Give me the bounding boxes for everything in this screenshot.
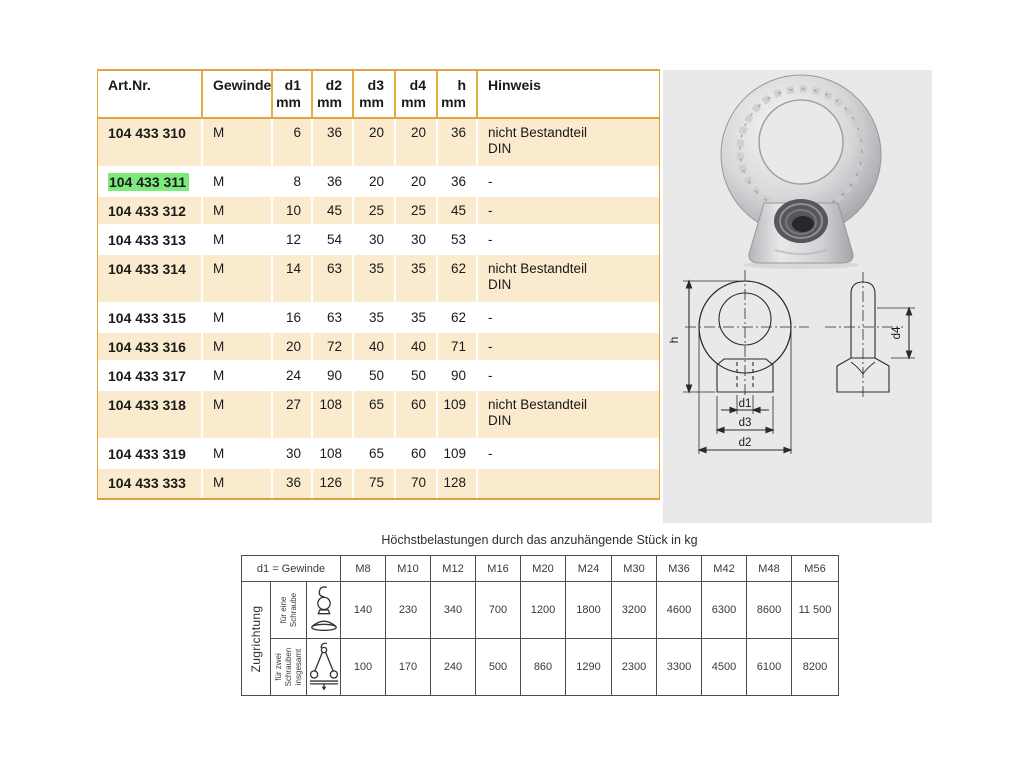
d2-cell: 45 [313,197,354,226]
d4-cell: 40 [396,333,438,362]
col-header-d2: d2 mm [313,71,354,119]
col-header-h: h mm [438,71,478,119]
load-value-cell: 700 [476,582,521,639]
load-value-cell: 3200 [612,582,657,639]
d4-cell: 60 [396,391,438,440]
d2-cell: 108 [313,440,354,469]
hinweis-cell: nicht Bestandteil DIN [478,391,659,440]
d4-cell: 60 [396,440,438,469]
thread-size-header: M20 [521,556,566,582]
hinweis-cell [478,469,659,498]
direction-label-cell [242,582,271,696]
h-cell: 36 [438,119,478,168]
d1-cell: 30 [273,440,313,469]
hinweis-cell: - [478,197,659,226]
d2-cell: 36 [313,119,354,168]
product-row [98,168,659,197]
d1-cell: 14 [273,255,313,304]
load-value-cell: 8200 [792,639,839,696]
h-cell: 109 [438,440,478,469]
load-value-cell: 6100 [747,639,792,696]
d4-cell: 25 [396,197,438,226]
product-media-panel [663,70,932,523]
d3-cell: 35 [354,255,396,304]
d4-cell: 20 [396,168,438,197]
hinweis-cell: - [478,226,659,255]
d4-cell: 30 [396,226,438,255]
d1-cell: 24 [273,362,313,391]
d3-cell: 40 [354,333,396,362]
d3-cell: 25 [354,197,396,226]
load-value-cell: 100 [341,639,386,696]
thread-size-header: M24 [566,556,612,582]
d1-cell: 36 [273,469,313,498]
hinweis-cell: nicht Bestandteil DIN [478,255,659,304]
h-cell: 90 [438,362,478,391]
d2-cell: 90 [313,362,354,391]
load-value-cell: 8600 [747,582,792,639]
d2-cell: 126 [313,469,354,498]
product-row [98,391,659,440]
corner-label: d1 = Gewinde [242,556,341,582]
gewinde-cell: M [203,168,273,197]
d3-cell: 20 [354,168,396,197]
load-value-cell: 140 [341,582,386,639]
d3-cell: 65 [354,391,396,440]
row-label: für eine Schraube [278,592,298,628]
d1-cell: 16 [273,304,313,333]
load-value-cell: 4500 [702,639,747,696]
col-header-hinweis: Hinweis [478,71,659,119]
dim-label-d4: d4 [891,326,903,340]
artnr-cell: 104 433 319 [98,440,203,469]
hinweis-cell: - [478,333,659,362]
load-value-cell: 170 [386,639,431,696]
h-cell: 62 [438,255,478,304]
d1-cell: 27 [273,391,313,440]
d1-cell: 6 [273,119,313,168]
hinweis-cell: - [478,362,659,391]
row-label-cell [271,582,307,639]
d3-cell: 35 [354,304,396,333]
artnr-cell: 104 433 312 [98,197,203,226]
load-value-cell: 6300 [702,582,747,639]
thread-size-header: M16 [476,556,521,582]
artnr-cell [98,168,203,197]
dim-label-d3: d3 [738,417,752,429]
gewinde-cell: M [203,226,273,255]
load-table-title: Höchstbelastungen durch das anzuhängende Stück in kg [381,533,698,547]
load-row-two-screws [242,639,839,696]
load-value-cell: 240 [431,639,476,696]
h-cell: 71 [438,333,478,362]
dim-label-h: h [667,336,681,344]
load-value-cell: 4600 [657,582,702,639]
h-cell: 109 [438,391,478,440]
product-row [98,304,659,333]
artnr-cell: 104 433 317 [98,362,203,391]
load-header-row [242,556,839,582]
product-dimensions-table [97,69,660,500]
gewinde-cell: M [203,197,273,226]
load-value-cell: 500 [476,639,521,696]
artnr-cell: 104 433 318 [98,391,203,440]
artnr-cell: 104 433 316 [98,333,203,362]
d4-cell: 35 [396,304,438,333]
product-row [98,197,659,226]
thread-size-header: M8 [341,556,386,582]
load-value-cell: 2300 [612,639,657,696]
product-row [98,255,659,304]
h-cell: 53 [438,226,478,255]
d1-cell: 10 [273,197,313,226]
single-eyebolt-lift-icon [308,583,340,635]
thread-size-header: M12 [431,556,476,582]
h-cell: 36 [438,168,478,197]
gewinde-cell: M [203,119,273,168]
d4-cell: 70 [396,469,438,498]
d3-cell: 65 [354,440,396,469]
gewinde-cell: M [203,304,273,333]
row-label: für zwei Schrauben insgesamt [273,647,303,687]
d2-cell: 36 [313,168,354,197]
col-header-d4: d4 mm [396,71,438,119]
two-eyebolts-angled-lift-icon [308,640,340,692]
h-cell: 45 [438,197,478,226]
load-value-cell: 11 500 [792,582,839,639]
hinweis-cell: - [478,440,659,469]
load-value-cell: 1200 [521,582,566,639]
gewinde-cell: M [203,255,273,304]
load-value-cell: 1800 [566,582,612,639]
d2-cell: 72 [313,333,354,362]
hinweis-cell: - [478,168,659,197]
h-cell: 128 [438,469,478,498]
d3-cell: 20 [354,119,396,168]
row-label-cell [271,639,307,696]
d2-cell: 63 [313,304,354,333]
load-value-cell: 340 [431,582,476,639]
gewinde-cell: M [203,469,273,498]
col-header-gewinde: Gewinde [203,71,273,119]
product-row [98,440,659,469]
thread-size-header: M30 [612,556,657,582]
direction-label: Zugrichtung [249,605,263,672]
dim-label-d1: d1 [738,398,752,410]
artnr-cell: 104 433 313 [98,226,203,255]
d1-cell: 20 [273,333,313,362]
product-row [98,119,659,168]
col-header-d1: d1 mm [273,71,313,119]
d2-cell: 108 [313,391,354,440]
d2-cell: 54 [313,226,354,255]
gewinde-cell: M [203,440,273,469]
gewinde-cell: M [203,391,273,440]
d1-cell: 8 [273,168,313,197]
gewinde-cell: M [203,333,273,362]
header-row [98,71,659,119]
d3-cell: 30 [354,226,396,255]
thread-size-header: M36 [657,556,702,582]
technical-drawing [663,262,932,492]
product-row [98,226,659,255]
artnr-cell: 104 433 315 [98,304,203,333]
col-header-artnr: Art.Nr. [98,71,203,119]
product-row [98,333,659,362]
product-row [98,469,659,498]
artnr-cell: 104 433 333 [98,469,203,498]
load-value-cell: 1290 [566,639,612,696]
col-header-d3: d3 mm [354,71,396,119]
h-cell: 62 [438,304,478,333]
d4-cell: 50 [396,362,438,391]
load-value-cell: 860 [521,639,566,696]
thread-size-header: M42 [702,556,747,582]
load-value-cell: 230 [386,582,431,639]
d2-cell: 63 [313,255,354,304]
search-highlight: 104 433 311 [108,173,189,191]
dim-label-d2: d2 [738,437,752,449]
thread-size-header: M48 [747,556,792,582]
d4-cell: 20 [396,119,438,168]
hinweis-cell: nicht Bestandteil DIN [478,119,659,168]
load-capacity-table [241,555,839,696]
d4-cell: 35 [396,255,438,304]
gewinde-cell: M [203,362,273,391]
artnr-cell: 104 433 314 [98,255,203,304]
artnr-cell: 104 433 310 [98,119,203,168]
thread-size-header: M10 [386,556,431,582]
d3-cell: 50 [354,362,396,391]
thread-size-header: M56 [792,556,839,582]
load-row-single-screw [242,582,839,639]
hinweis-cell: - [478,304,659,333]
icon-cell [307,639,341,696]
d3-cell: 75 [354,469,396,498]
product-row [98,362,659,391]
load-value-cell: 3300 [657,639,702,696]
product-photo-eye-nut [663,70,932,270]
icon-cell [307,582,341,639]
d1-cell: 12 [273,226,313,255]
